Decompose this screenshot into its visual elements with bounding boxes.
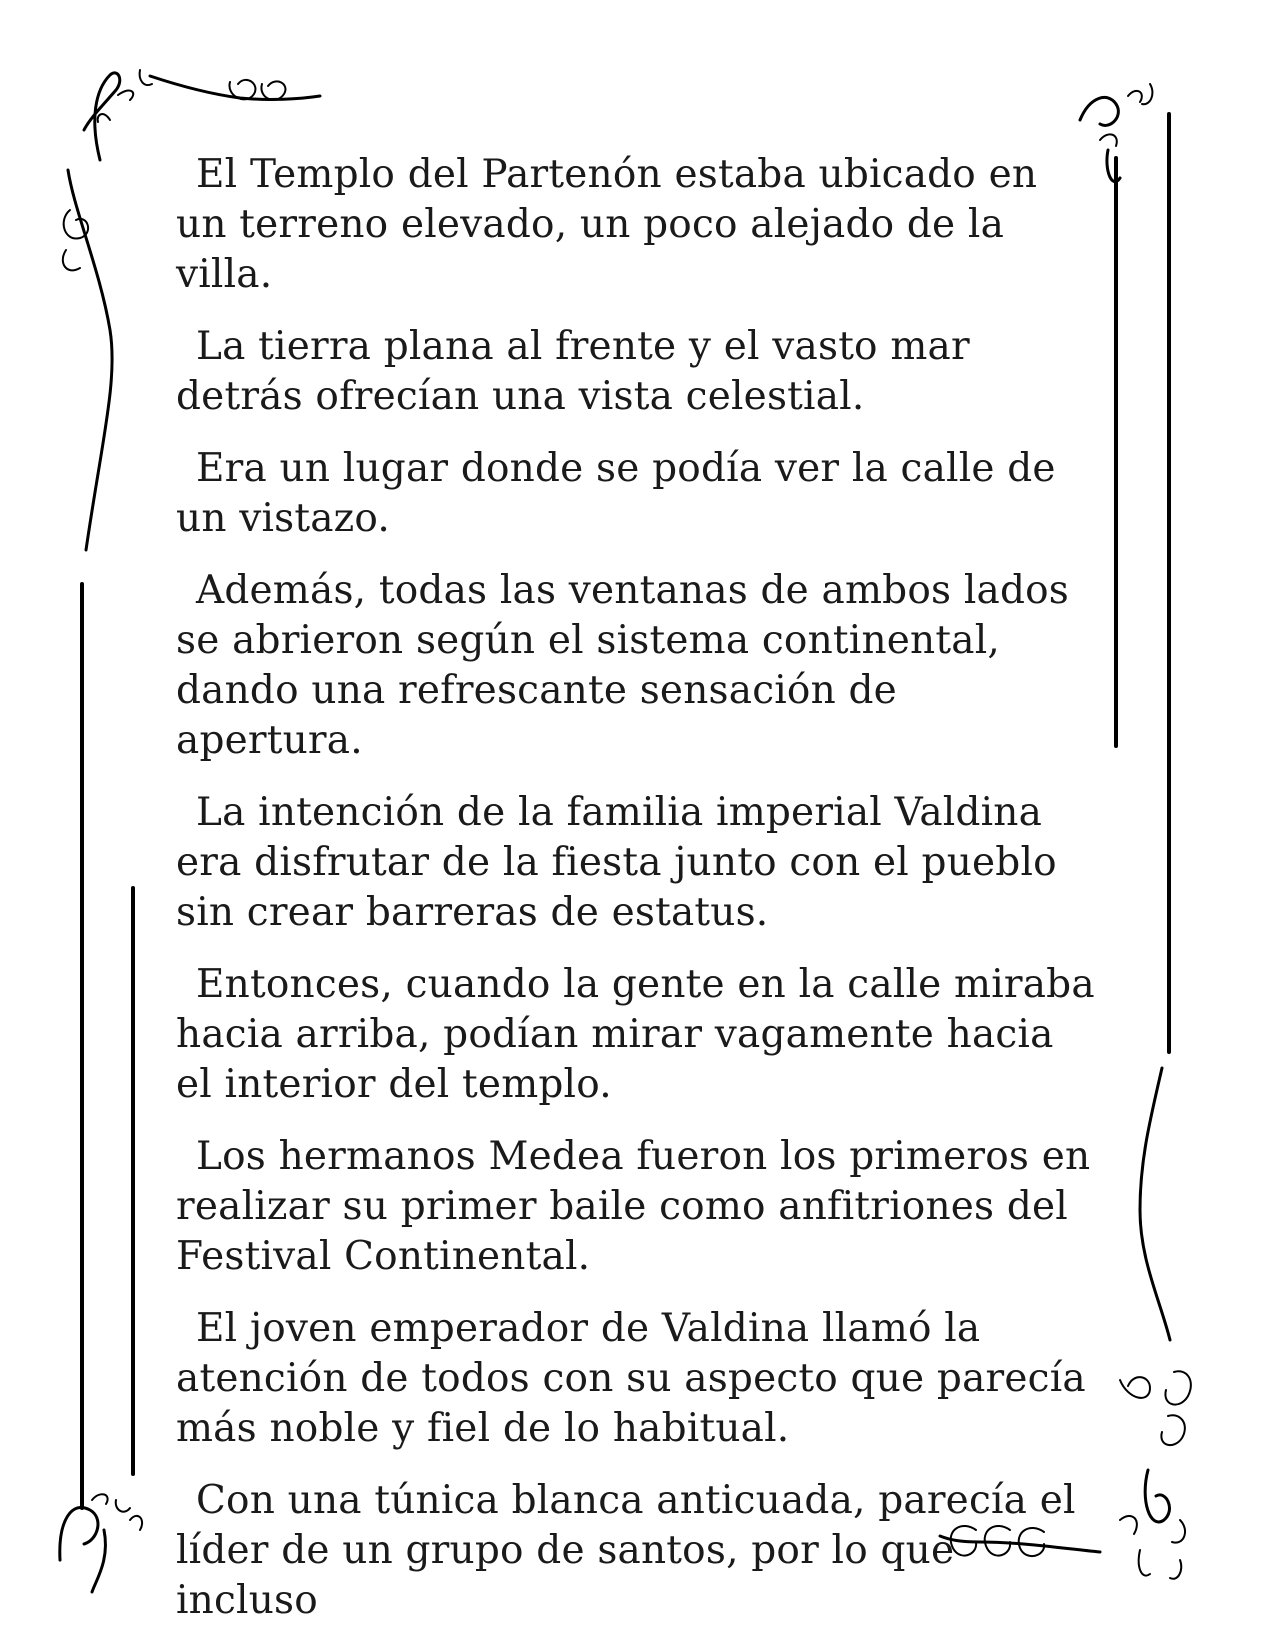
paragraph-8: El joven emperador de Valdina llamó la atención de todos con su aspecto que parecía más noble y fiel de lo habitual.: [176, 1306, 1086, 1451]
paragraph-5: La intención de la familia imperial Valdina era disfrutar de la fiesta junto con el pueblo sin crear barreras de estatus.: [176, 790, 1057, 935]
paragraph-6: Entonces, cuando la gente en la calle miraba hacia arriba, podían mirar vagamente hacia el interior del templo.: [176, 962, 1095, 1107]
bottom-left-flourish-icon: [60, 1494, 142, 1592]
paragraph-1: El Templo del Partenón estaba ubicado en un terreno elevado, un poco alejado de la villa.: [176, 152, 1038, 297]
paragraph-7: Los hermanos Medea fueron los primeros en realizar su primer baile como anfitriones del Festival Continental.: [176, 1134, 1091, 1279]
page-text: [176, 150, 1096, 1648]
paragraph-4: Además, todas las ventanas de ambos lados se abrieron según el sistema continental, dando una refrescante sensación de apertura.: [176, 568, 1070, 763]
paragraph-2: La tierra plana al frente y el vasto mar detrás ofrecían una vista celestial.: [176, 324, 970, 419]
paragraph-3: Era un lugar donde se podía ver la calle de un vistazo.: [176, 446, 1056, 541]
paragraph-9: Con una túnica blanca anticuada, parecía el líder de un grupo de santos, por lo que incluso: [176, 1478, 1076, 1623]
